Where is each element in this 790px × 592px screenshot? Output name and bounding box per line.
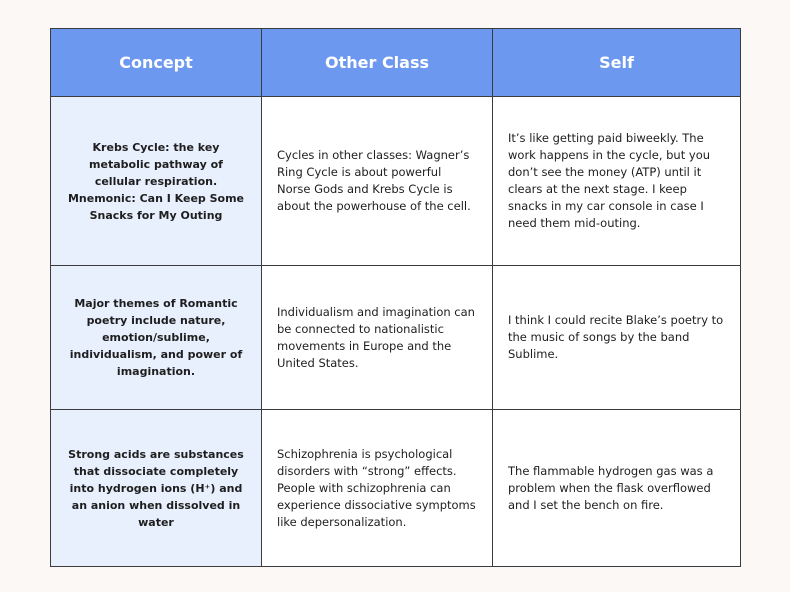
header-other-class: Other Class (262, 29, 493, 97)
other-class-cell: Schizophrenia is psychological disorders with “strong” effects. People with schizophrenia can experience dissociative symptoms like depersonalization. (262, 410, 493, 567)
other-class-cell: Cycles in other classes: Wagner’s Ring Cycle is about powerful Norse Gods and Krebs Cycle is about the powerhouse of the cell. (262, 97, 493, 266)
table-row (51, 266, 741, 410)
self-cell: It’s like getting paid biweekly. The work happens in the cycle, but you don’t see the money (ATP) until it clears at the next stage. I keep snacks in my car console in case I need them mid-outing. (493, 97, 741, 266)
header-row (51, 29, 741, 97)
self-cell: I think I could recite Blake’s poetry to the music of songs by the band Sublime. (493, 266, 741, 410)
concept-cell: Krebs Cycle: the key metabolic pathway of cellular respiration. Mnemonic: Can I Keep Some Snacks for My Outing (51, 97, 262, 266)
concept-cell: Major themes of Romantic poetry include nature, emotion/sublime, individualism, and power of imagination. (51, 266, 262, 410)
comparison-table (50, 28, 741, 567)
other-class-cell: Individualism and imagination can be connected to nationalistic movements in Europe and the United States. (262, 266, 493, 410)
self-cell: The flammable hydrogen gas was a problem when the flask overflowed and I set the bench on fire. (493, 410, 741, 567)
table-row (51, 97, 741, 266)
concept-cell: Strong acids are substances that dissociate completely into hydrogen ions (H⁺) and an anion when dissolved in water (51, 410, 262, 567)
table-row (51, 410, 741, 567)
header-self: Self (493, 29, 741, 97)
table-body (51, 97, 741, 567)
table-header (51, 29, 741, 97)
header-concept: Concept (51, 29, 262, 97)
